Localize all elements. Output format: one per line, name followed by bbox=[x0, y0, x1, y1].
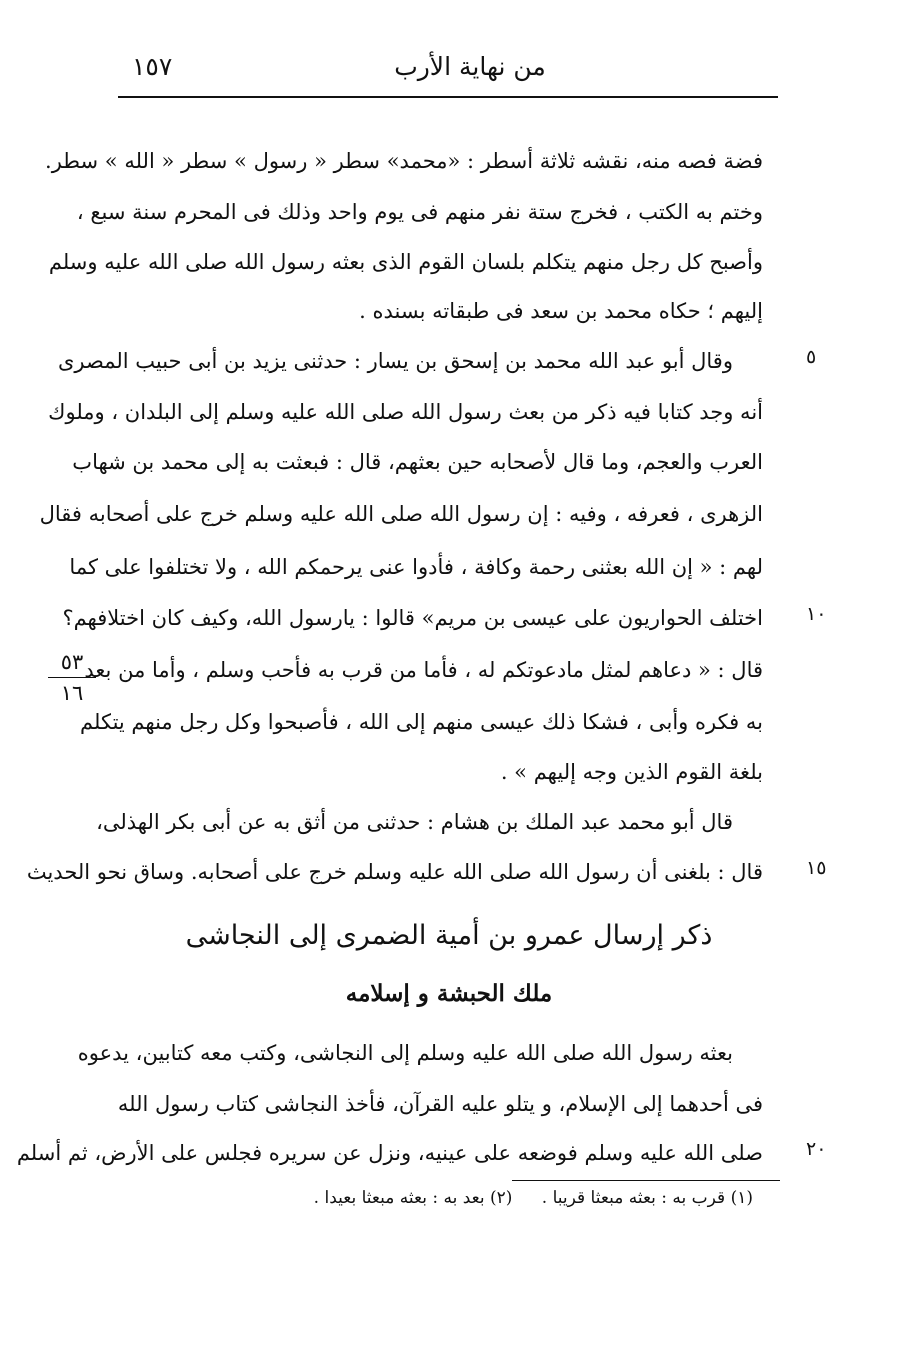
line-number-20: ٢٠ bbox=[806, 1138, 827, 1160]
text-line-14: قال أبو محمد عبد الملك بن هشام : حدثنى من أثق به عن أبى بكر الهذلى، bbox=[96, 810, 733, 834]
text-line-11: قال : « دعاهم لمثل مادعوتكم له ، فأما من قرب به فأحب وسلم ، وأما من بعد bbox=[84, 658, 763, 682]
margin-reference-rule bbox=[48, 677, 96, 678]
footnote-1: (١) قرب به : بعثه مبعثا قريبا . bbox=[541, 1188, 753, 1208]
text-line-12: به فكره وأبى ، فشكا ذلك عيسى منهم إلى الله ، فأصبحوا وكل رجل منهم يتكلم bbox=[80, 710, 763, 734]
margin-reference-top: ٥٣ bbox=[60, 650, 84, 674]
text-line-17: فى أحدهما إلى الإسلام، و يتلو عليه القرآن، فأخذ النجاشى كتاب رسول الله bbox=[117, 1092, 763, 1116]
text-line-9: لهم : « إن الله بعثنى رحمة وكافة ، فأدوا عنى يرحمكم الله ، ولا تختلفوا على كما bbox=[69, 555, 763, 579]
margin-reference bbox=[48, 650, 96, 705]
text-line-1: فضة فصه منه، نقشه ثلاثة أسطر : «محمد» سطر « رسول » سطر « الله » سطر. bbox=[45, 149, 763, 173]
section-heading: ذكر إرسال عمرو بن أمية الضمرى إلى النجاشى bbox=[185, 920, 713, 951]
text-line-4: إليهم ؛ حكاه محمد بن سعد فى طبقاته بسنده . bbox=[359, 299, 763, 323]
line-number-15: ١٥ bbox=[806, 857, 827, 879]
text-line-2: وختم به الكتب ، فخرج ستة نفر منهم فى يوم واحد وذلك فى المحرم سنة سبع ، bbox=[76, 200, 763, 224]
text-line-3: وأصبح كل رجل منهم يتكلم بلسان القوم الذى بعثه رسول الله صلى الله عليه وسلم bbox=[48, 250, 763, 274]
text-line-8: الزهرى ، فعرفه ، وفيه : إن رسول الله صلى الله عليه وسلم خرج على أصحابه فقال bbox=[39, 502, 763, 526]
text-line-7: العرب والعجم، وما قال لأصحابه حين بعثهم، قال : فبعثت به إلى محمد بن شهاب bbox=[72, 450, 763, 474]
text-line-13: بلغة القوم الذين وجه إليهم » . bbox=[500, 760, 763, 784]
margin-reference-bottom: ١٦ bbox=[60, 681, 84, 705]
line-number-5: ٥ bbox=[806, 346, 817, 368]
footnote-2: (٢) بعد به : بعثه مبعثا بعيدا . bbox=[313, 1188, 513, 1208]
footnote-rule bbox=[512, 1180, 780, 1181]
text-line-16: بعثه رسول الله صلى الله عليه وسلم إلى النجاشى، وكتب معه كتابين، يدعوه bbox=[77, 1041, 733, 1065]
text-line-6: أنه وجد كتابا فيه ذكر من بعث رسول الله صلى الله عليه وسلم إلى البلدان ، وملوك bbox=[48, 400, 763, 424]
line-number-10: ١٠ bbox=[806, 603, 827, 625]
text-line-5: وقال أبو عبد الله محمد بن إسحق بن يسار : حدثنى يزيد بن أبى حبيب المصرى bbox=[57, 349, 733, 373]
text-line-18: صلى الله عليه وسلم فوضعه على عينيه، ونزل عن سريره فجلس على الأرض، ثم أسلم bbox=[16, 1141, 763, 1165]
page-number: ١٥٧ bbox=[132, 52, 173, 81]
footnotes bbox=[290, 1188, 753, 1208]
header-rule bbox=[118, 96, 778, 98]
section-subheading: ملك الحبشة و إسلامه bbox=[345, 980, 553, 1007]
text-line-10: اختلف الحواريون على عيسى بن مريم» قالوا : يارسول الله، وكيف كان اختلافهم؟ bbox=[62, 606, 763, 630]
text-line-15: قال : بلغنى أن رسول الله صلى الله عليه وسلم خرج على أصحابه. وساق نحو الحديث bbox=[26, 860, 763, 884]
running-header-title: من نهاية الأرب bbox=[394, 52, 546, 81]
